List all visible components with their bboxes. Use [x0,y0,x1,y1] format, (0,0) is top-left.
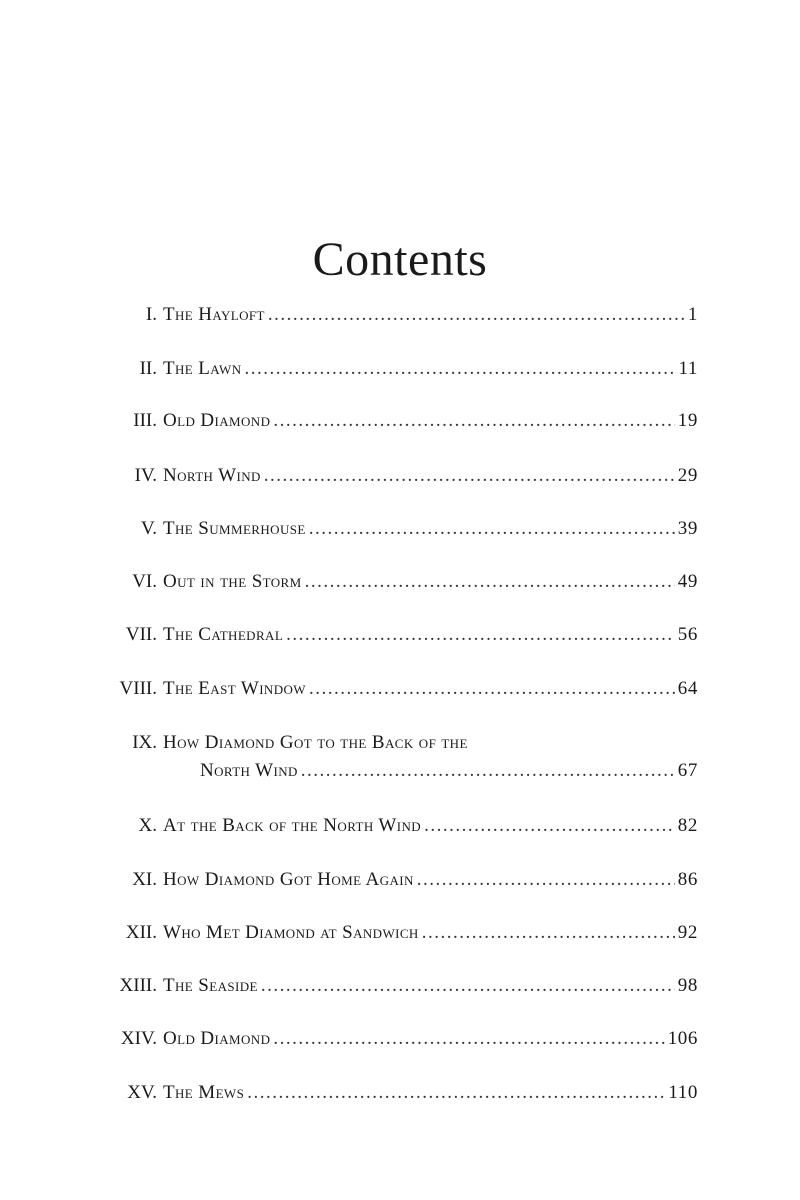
toc-entry[interactable] [0,354,800,384]
toc-entry[interactable] [0,1078,800,1108]
page-number: 64 [677,678,698,699]
chapter-title: How Diamond Got to the Back of the [163,732,468,753]
chapter-title: The Lawn [163,358,242,379]
page-number: 56 [677,624,698,645]
chapter-title: The Hayloft [163,304,265,325]
chapter-number: XIII. [119,975,157,996]
chapter-number: III. [133,410,157,431]
dot-leader [273,1024,664,1054]
page-number: 106 [667,1028,698,1049]
page-number: 11 [678,358,698,379]
chapter-number: IV. [134,465,157,486]
toc-entry[interactable] [0,514,800,544]
chapter-title: Out in the Storm [163,571,302,592]
page-number: 86 [677,869,698,890]
chapter-number: VII. [125,624,157,645]
toc-entry[interactable] [0,865,800,895]
toc-entry[interactable] [0,918,800,948]
dot-leader [268,300,685,330]
dot-leader [309,514,675,544]
chapter-number: VIII. [119,678,157,699]
dot-leader [309,674,675,704]
chapter-number: II. [139,358,157,379]
toc-entry[interactable] [0,461,800,491]
chapter-title: Old Diamond [163,1028,271,1049]
toc-entry[interactable] [0,300,800,330]
toc-entry[interactable] [0,567,800,597]
chapter-title: The Seaside [163,975,258,996]
toc-entry[interactable] [0,674,800,704]
dot-leader [273,406,674,436]
chapter-number: XII. [125,922,157,943]
chapter-title: The Mews [163,1082,245,1103]
toc-entry[interactable] [0,728,800,790]
page-number: 110 [668,1082,698,1103]
page-number: 29 [677,465,698,486]
dot-leader [261,971,675,1001]
chapter-title: How Diamond Got Home Again [163,869,414,890]
page-title: Contents [312,233,488,287]
toc-entry[interactable] [0,811,800,841]
toc-entry[interactable] [0,971,800,1001]
chapter-title: The Summerhouse [163,518,306,539]
dot-leader [422,918,675,948]
dot-leader [424,811,675,841]
page-number: 82 [677,815,698,836]
chapter-number: X. [138,815,157,836]
chapter-number: V. [140,518,157,539]
toc-entry[interactable] [0,406,800,436]
chapter-title: Who Met Diamond at Sandwich [163,922,419,943]
chapter-title: Old Diamond [163,410,271,431]
page-number: 67 [677,760,698,781]
chapter-number: VI. [132,571,157,592]
dot-leader [245,354,676,384]
chapter-number: XIV. [120,1028,157,1049]
chapter-title: At the Back of the North Wind [163,815,422,836]
toc-entry[interactable] [0,620,800,650]
chapter-number: IX. [132,732,157,753]
page-number: 1 [687,304,698,325]
dot-leader [286,620,675,650]
chapter-title-continued: North Wind [200,760,298,781]
dot-leader [417,865,675,895]
page-number: 39 [677,518,698,539]
chapter-title: The East Window [163,678,306,699]
chapter-number: XV. [127,1082,157,1103]
chapter-number: I. [145,304,157,325]
page-number: 98 [677,975,698,996]
dot-leader [301,756,675,786]
page-number: 49 [677,571,698,592]
page-number: 19 [677,410,698,431]
page-number: 92 [677,922,698,943]
chapter-title: North Wind [163,465,261,486]
toc-entry[interactable] [0,1024,800,1054]
dot-leader [305,567,675,597]
dot-leader [247,1078,665,1108]
dot-leader [264,461,675,491]
chapter-number: XI. [132,869,157,890]
chapter-title: The Cathedral [163,624,284,645]
